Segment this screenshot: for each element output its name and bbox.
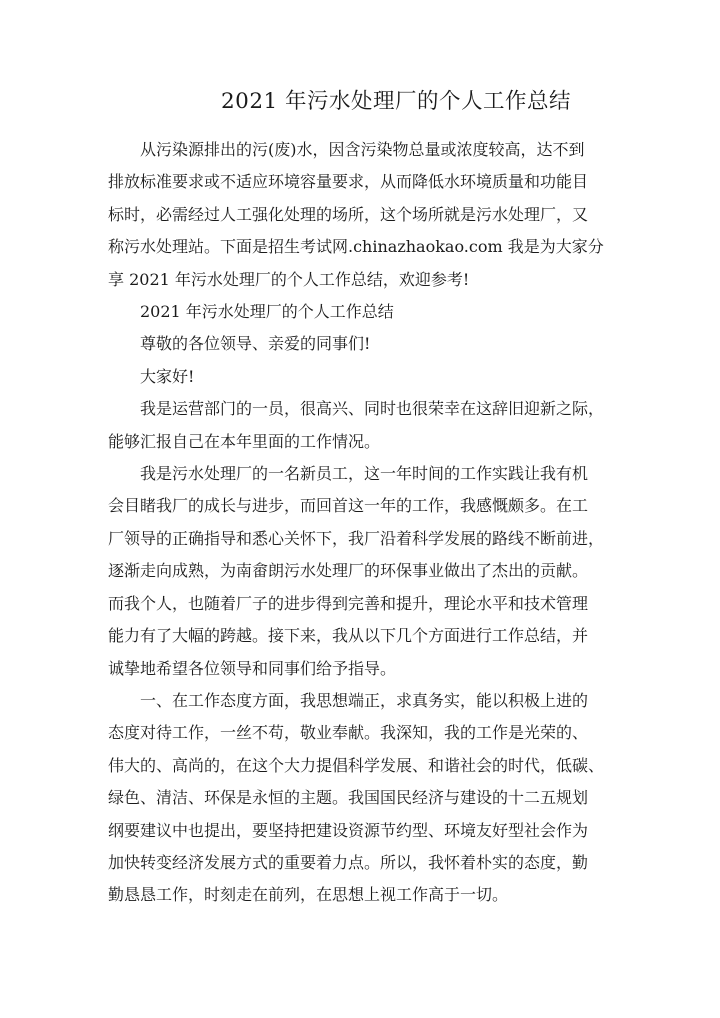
text-line: 能够汇报自己在本年里面的工作情况。 xyxy=(108,431,381,451)
text-line: 我是污水处理厂的一名新员工，这一年时间的工作实践让我有机 xyxy=(140,464,589,484)
text-line: 能力有了大幅的跨越。接下来，我从以下几个方面进行工作总结，并 xyxy=(108,626,589,646)
text-line: 从污染源排出的污(废)水，因含污染物总量或浓度较高，达不到 xyxy=(140,140,585,159)
paragraph xyxy=(108,328,614,360)
text-line: 厂领导的正确指导和悉心关怀下，我厂沿着科学发展的路线不断前进， xyxy=(108,528,605,548)
text-line: 伟大的、高尚的，在这个大力提倡科学发展、和谐社会的时代，低碳、 xyxy=(108,755,605,775)
text-line: 逐渐走向成熟，为南畲朗污水处理厂的环保事业做出了杰出的贡献。 xyxy=(108,561,589,581)
document-page xyxy=(108,82,614,912)
text-line: 态度对待工作，一丝不苟，敬业奉献。我深知，我的工作是光荣的、 xyxy=(108,723,589,743)
text-line: 2021 年污水处理厂的个人工作总结 xyxy=(140,302,394,322)
text-line: 诚挚地希望各位领导和同事们给予指导。 xyxy=(108,658,397,678)
document-title: 2021 年污水处理厂的个人工作总结 xyxy=(220,89,572,114)
text-line: 绿色、清洁、环保是永恒的主题。我国国民经济与建设的十二五规划 xyxy=(108,788,589,808)
text-line: 而我个人，也随着厂子的进步得到完善和提升，理论水平和技术管理 xyxy=(108,593,589,613)
text-line: 排放标准要求或不适应环境容量要求，从而降低水环境质量和功能目 xyxy=(108,172,589,192)
text-line: 我是运营部门的一员，很高兴、同时也很荣幸在这辞旧迎新之际， xyxy=(140,399,605,419)
text-line: 大家好! xyxy=(140,366,195,386)
text-line: 标时，必需经过人工强化处理的场所，这个场所就是污水处理厂，又 xyxy=(108,204,589,224)
paragraph xyxy=(108,361,614,393)
paragraph xyxy=(108,134,614,296)
document-body xyxy=(108,134,614,912)
text-line: 一、在工作态度方面，我思想端正，求真务实，能以积极上进的 xyxy=(140,690,589,710)
paragraph xyxy=(108,685,614,912)
paragraph xyxy=(108,458,614,685)
text-line: 勤恳恳工作，时刻走在前列，在思想上视工作高于一切。 xyxy=(108,885,509,905)
text-line: 加快转变经济发展方式的重要着力点。所以，我怀着朴实的态度，勤 xyxy=(108,852,589,872)
paragraph xyxy=(108,393,614,458)
text-line: 享 2021 年污水处理厂的个人工作总结，欢迎参考! xyxy=(108,269,470,289)
text-line: 称污水处理站。下面是招生考试网.chinazhaokao.com 我是为大家分 xyxy=(108,237,604,257)
text-line: 纲要建议中也提出，要坚持把建设资源节约型、环境友好型社会作为 xyxy=(108,820,589,840)
text-line: 会目睹我厂的成长与进步，而回首这一年的工作，我感慨颇多。在工 xyxy=(108,496,589,516)
paragraph xyxy=(108,296,614,328)
text-line: 尊敬的各位领导、亲爱的同事们! xyxy=(140,334,371,354)
